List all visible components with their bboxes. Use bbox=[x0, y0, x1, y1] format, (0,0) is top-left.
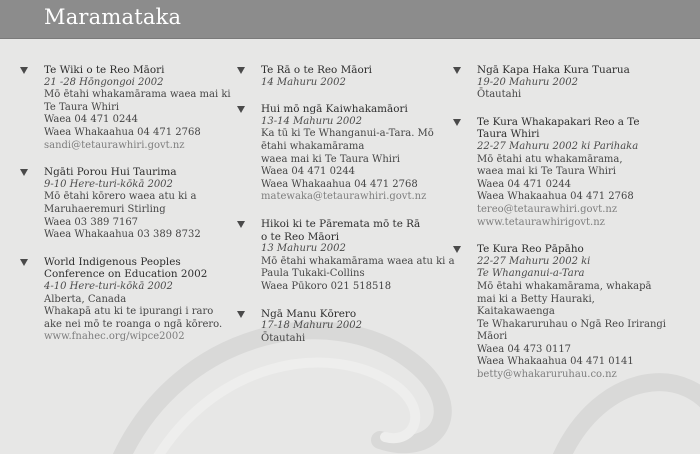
event-title: Te Kura Whakapakari Reo a Te bbox=[477, 115, 640, 128]
triangle-bullet-icon bbox=[237, 67, 245, 74]
event-title: Ngāti Porou Hui Taurima bbox=[44, 166, 177, 179]
triangle-bullet-icon bbox=[20, 259, 28, 266]
event-date: 14 Mahuru 2002 bbox=[261, 76, 346, 88]
event-title: Hikoi ki te Pāremata mō te Rā bbox=[261, 217, 421, 230]
event-contact-link[interactable]: betty@whakaruruhau.co.nz bbox=[477, 369, 617, 381]
event-detail: Mō ētahi atu whakamārama, bbox=[477, 153, 623, 165]
event-date: 13 Mahuru 2002 bbox=[261, 243, 346, 255]
event-detail: Ōtautahi bbox=[477, 89, 522, 101]
event-date: 22-27 Mahuru 2002 ki bbox=[477, 255, 591, 267]
event-title: Te Rā o te Reo Māori bbox=[261, 64, 372, 76]
event-contact-link[interactable]: tereo@tetaurawhiri.govt.nz bbox=[477, 203, 618, 215]
event-detail: Waea 04 471 0244 bbox=[261, 166, 356, 178]
triangle-bullet-icon bbox=[237, 106, 245, 113]
event-entry bbox=[20, 166, 235, 242]
triangle-bullet-icon bbox=[20, 169, 28, 176]
event-title: World Indigenous Peoples bbox=[44, 255, 181, 268]
event-detail: Waea Whakaahua 04 471 2768 bbox=[261, 178, 418, 190]
event-detail: Waea 03 389 7167 bbox=[44, 216, 139, 228]
event-entry bbox=[20, 64, 235, 152]
event-detail: Ōtautahi bbox=[261, 332, 306, 344]
event-detail: mai ki a Betty Hauraki, bbox=[477, 293, 595, 305]
event-detail: Waea Whakaahua 04 471 2768 bbox=[44, 126, 201, 138]
event-detail: waea mai ki Te Taura Whiri bbox=[477, 166, 616, 178]
event-detail: Māori bbox=[477, 331, 508, 343]
event-entry bbox=[237, 308, 452, 346]
event-date: 13-14 Mahuru 2002 bbox=[261, 115, 362, 127]
event-detail: ake nei mō te roanga o ngā kōrero. bbox=[44, 318, 223, 330]
event-detail: Waea 04 471 0244 bbox=[44, 114, 139, 126]
header-banner bbox=[0, 0, 700, 39]
triangle-bullet-icon bbox=[237, 311, 245, 318]
events-column-1 bbox=[20, 64, 235, 358]
event-entry bbox=[237, 217, 455, 294]
event-date: 21 -28 Hōngongoi 2002 bbox=[44, 76, 164, 88]
event-detail: Mō ētahi whakamārama waea atu ki a bbox=[261, 255, 455, 267]
event-entry bbox=[453, 64, 698, 102]
event-title: Taura Whiri bbox=[477, 128, 540, 141]
triangle-bullet-icon bbox=[20, 67, 28, 74]
event-entry bbox=[453, 116, 698, 229]
event-entry bbox=[237, 64, 452, 89]
event-title: Te Wiki o te Reo Māori bbox=[44, 64, 165, 76]
events-column-3 bbox=[453, 64, 698, 396]
event-title: Ngā Manu Kōrero bbox=[261, 307, 357, 320]
event-detail: ētahi whakamārama bbox=[261, 140, 365, 152]
event-detail: Maruhaeremuri Stirling bbox=[44, 203, 166, 215]
event-entry bbox=[20, 256, 235, 344]
event-date: Te Whanganui-a-Tara bbox=[477, 268, 585, 280]
event-detail: Te Whakaruruhau o Ngā Reo Irirangi bbox=[477, 318, 667, 330]
event-date: 9-10 Here-turi-kōkā 2002 bbox=[44, 178, 173, 190]
event-entry bbox=[237, 103, 452, 204]
triangle-bullet-icon bbox=[453, 67, 461, 74]
event-entry bbox=[453, 243, 698, 382]
event-detail: Te Taura Whiri bbox=[44, 101, 120, 113]
triangle-bullet-icon bbox=[237, 221, 245, 228]
event-contact-link[interactable]: matewaka@tetaurawhiri.govt.nz bbox=[261, 191, 427, 203]
event-date: 17-18 Mahuru 2002 bbox=[261, 320, 362, 332]
triangle-bullet-icon bbox=[453, 119, 461, 126]
event-detail: Whakapā atu ki te ipurangi i raro bbox=[44, 306, 214, 318]
event-detail: Mō ētahi kōrero waea atu ki a bbox=[44, 191, 197, 203]
event-detail: Waea Whakaahua 03 389 8732 bbox=[44, 229, 201, 241]
event-title: o te Reo Māori bbox=[261, 230, 340, 243]
event-contact-link[interactable]: sandi@tetaurawhiri.govt.nz bbox=[44, 139, 185, 151]
event-detail: Waea Whakaahua 04 471 2768 bbox=[477, 191, 634, 203]
event-date: 4-10 Here-turi-kōkā 2002 bbox=[44, 280, 173, 292]
event-title: Hui mō ngā Kaiwhakamāori bbox=[261, 103, 408, 116]
event-detail: Paula Tukaki-Collins bbox=[261, 268, 365, 280]
events-column-2 bbox=[237, 64, 455, 359]
page-title: Maramataka bbox=[44, 5, 182, 29]
event-contact-link[interactable]: www.tetaurawhirigovt.nz bbox=[477, 216, 605, 228]
event-title: Ngā Kapa Haka Kura Tuarua bbox=[477, 64, 630, 76]
event-detail: Ka tū ki Te Whanganui-a-Tara. Mō bbox=[261, 128, 434, 140]
event-detail: Alberta, Canada bbox=[44, 293, 127, 305]
event-title: Conference on Education 2002 bbox=[44, 268, 208, 281]
event-detail: Waea Whakaahua 04 471 0141 bbox=[477, 356, 634, 368]
event-detail: Kaitakawaenga bbox=[477, 306, 555, 318]
triangle-bullet-icon bbox=[453, 246, 461, 253]
event-date: 22-27 Mahuru 2002 ki Parihaka bbox=[477, 140, 639, 152]
event-detail: Mō ētahi whakamārama, whakapā bbox=[477, 280, 652, 292]
event-date: 19-20 Mahuru 2002 bbox=[477, 76, 578, 88]
event-detail: waea mai ki Te Taura Whiri bbox=[261, 153, 400, 165]
event-detail: Waea 04 471 0244 bbox=[477, 178, 572, 190]
event-title: Te Kura Reo Pāpāho bbox=[477, 243, 584, 256]
event-detail: Mō ētahi whakamārama waea mai ki bbox=[44, 89, 231, 101]
event-detail: Waea 04 473 0117 bbox=[477, 343, 572, 355]
event-contact-link[interactable]: www.fnahec.org/wipce2002 bbox=[44, 331, 185, 343]
event-detail: Waea Pūkoro 021 518518 bbox=[261, 280, 392, 292]
